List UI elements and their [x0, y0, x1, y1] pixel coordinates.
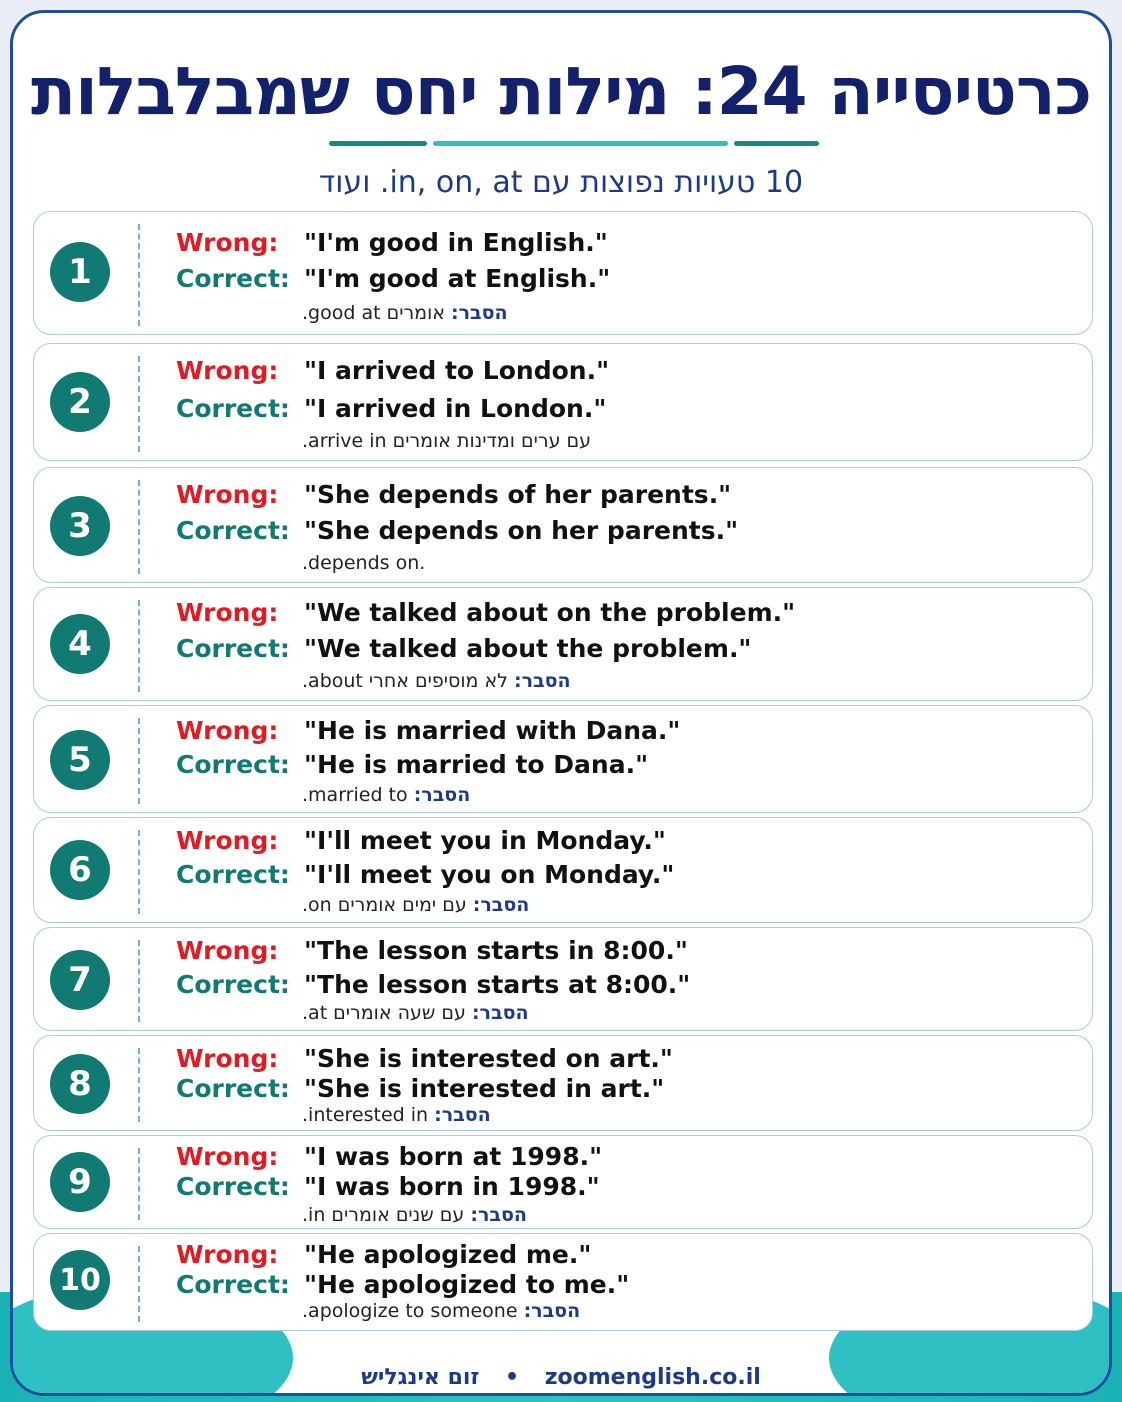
explanation-key: הסבר: [470, 1204, 527, 1226]
correct-sentence: "I'm good at English." [304, 264, 611, 293]
list-item [33, 1035, 1093, 1131]
correct-sentence: "I'll meet you on Monday." [304, 860, 675, 889]
explanation [302, 302, 508, 324]
dashed-divider [138, 1048, 140, 1122]
correct-sentence: "She depends on her parents." [304, 516, 739, 545]
title-divider [329, 141, 819, 147]
explanation-text: עם שנים אומרים in. [302, 1204, 465, 1226]
dashed-divider [138, 224, 140, 326]
number-badge: 3 [50, 496, 110, 556]
wrong-sentence: "I arrived to London." [304, 356, 610, 385]
explanation-key: הסבר: [434, 1104, 491, 1126]
explanation [302, 1104, 491, 1126]
brand-name: זום אינגליש [361, 1365, 480, 1390]
page-title: כרטיסייה 24: מילות יחס שמבלבלות [30, 53, 1092, 130]
wrong-label: Wrong: [176, 936, 279, 965]
explanation [302, 894, 529, 916]
correct-label: Correct: [176, 1270, 290, 1299]
wrong-label: Wrong: [176, 1044, 279, 1073]
dashed-divider [138, 718, 140, 804]
wrong-sentence: "He apologized me." [304, 1240, 592, 1269]
wrong-label: Wrong: [176, 1142, 279, 1171]
list-item [33, 587, 1093, 701]
wrong-sentence: "She is interested on art." [304, 1044, 673, 1073]
subtitle: 10 טעויות נפוצות עם in, on, at. ועוד [318, 165, 804, 200]
dashed-divider [138, 940, 140, 1022]
list-item [33, 343, 1093, 461]
dashed-divider [138, 1148, 140, 1220]
explanation [302, 670, 571, 692]
correct-label: Correct: [176, 750, 290, 779]
dashed-divider [138, 830, 140, 914]
explanation-text: apologize to someone. [302, 1300, 518, 1322]
explanation [302, 552, 425, 574]
correct-label: Correct: [176, 1172, 290, 1201]
footer-separator: • [504, 1365, 520, 1390]
correct-sentence: "She is interested in art." [304, 1074, 665, 1103]
explanation-key: הסבר: [451, 302, 508, 324]
number-badge: 7 [50, 950, 110, 1010]
correct-sentence: "The lesson starts at 8:00." [304, 970, 691, 999]
wrong-sentence: "She depends of her parents." [304, 480, 732, 509]
dashed-divider [138, 600, 140, 692]
correct-sentence: "We talked about the problem." [304, 634, 752, 663]
correct-label: Correct: [176, 860, 290, 889]
explanation [302, 1002, 529, 1024]
correct-label: Correct: [176, 970, 290, 999]
wrong-label: Wrong: [176, 716, 279, 745]
explanation-key: הסבר: [472, 894, 530, 916]
explanation-text: עם שעה אומרים at. [302, 1002, 466, 1024]
correct-label: Correct: [176, 264, 290, 293]
dashed-divider [138, 356, 140, 452]
list-item [33, 211, 1093, 335]
website-link[interactable]: zoomenglish.co.il [544, 1365, 761, 1390]
flashcard [10, 10, 1112, 1396]
explanation-text: .depends on. [302, 552, 426, 574]
correct-sentence: "He is married to Dana." [304, 750, 649, 779]
number-badge: 4 [50, 614, 110, 674]
explanation-key: הסבר: [523, 1300, 581, 1322]
wrong-sentence: "I was born at 1998." [304, 1142, 603, 1171]
list-item [33, 705, 1093, 813]
explanation-text: עם ערים ומדינות אומרים arrive in. [302, 430, 592, 452]
wrong-label: Wrong: [176, 228, 279, 257]
number-badge: 8 [50, 1054, 110, 1114]
number-badge: 2 [50, 372, 110, 432]
wrong-sentence: "I'll meet you in Monday." [304, 826, 666, 855]
explanation-text: לא מוסיפים אחרי about. [302, 670, 508, 692]
explanation-text: עם ימים אומרים on. [302, 894, 467, 916]
list-item [33, 1233, 1093, 1331]
dashed-divider [138, 1246, 140, 1322]
number-badge: 1 [50, 242, 110, 302]
explanation-text: אומרים good at. [302, 302, 445, 324]
list-item [33, 1135, 1093, 1229]
explanation [302, 1300, 580, 1322]
correct-label: Correct: [176, 634, 290, 663]
number-badge: 5 [50, 730, 110, 790]
explanation-text: interested in. [302, 1104, 429, 1126]
wrong-label: Wrong: [176, 1240, 279, 1269]
wrong-label: Wrong: [176, 598, 279, 627]
correct-label: Correct: [176, 1074, 290, 1103]
explanation-key: הסבר: [514, 670, 571, 692]
wrong-label: Wrong: [176, 826, 279, 855]
explanation-key: הסבר: [413, 784, 471, 806]
footer [13, 1365, 1109, 1390]
list-item [33, 467, 1093, 583]
explanation [302, 784, 470, 806]
wrong-sentence: "The lesson starts in 8:00." [304, 936, 688, 965]
wrong-label: Wrong: [176, 480, 279, 509]
correct-label: Correct: [176, 394, 290, 423]
correct-sentence: "I was born in 1998." [304, 1172, 600, 1201]
wrong-sentence: "He is married with Dana." [304, 716, 681, 745]
explanation-text: married to. [302, 784, 408, 806]
number-badge: 9 [50, 1152, 110, 1212]
explanation-key: הסבר: [471, 1002, 529, 1024]
correct-sentence: "He apologized to me." [304, 1270, 630, 1299]
explanation [302, 430, 591, 452]
correct-label: Correct: [176, 516, 290, 545]
correct-sentence: "I arrived in London." [304, 394, 607, 423]
explanation [302, 1204, 527, 1226]
list-item [33, 817, 1093, 923]
list-item [33, 927, 1093, 1031]
number-badge: 10 [50, 1250, 110, 1310]
wrong-sentence: "I'm good in English." [304, 228, 608, 257]
number-badge: 6 [50, 840, 110, 900]
wrong-sentence: "We talked about on the problem." [304, 598, 796, 627]
dashed-divider [138, 480, 140, 574]
wrong-label: Wrong: [176, 356, 279, 385]
